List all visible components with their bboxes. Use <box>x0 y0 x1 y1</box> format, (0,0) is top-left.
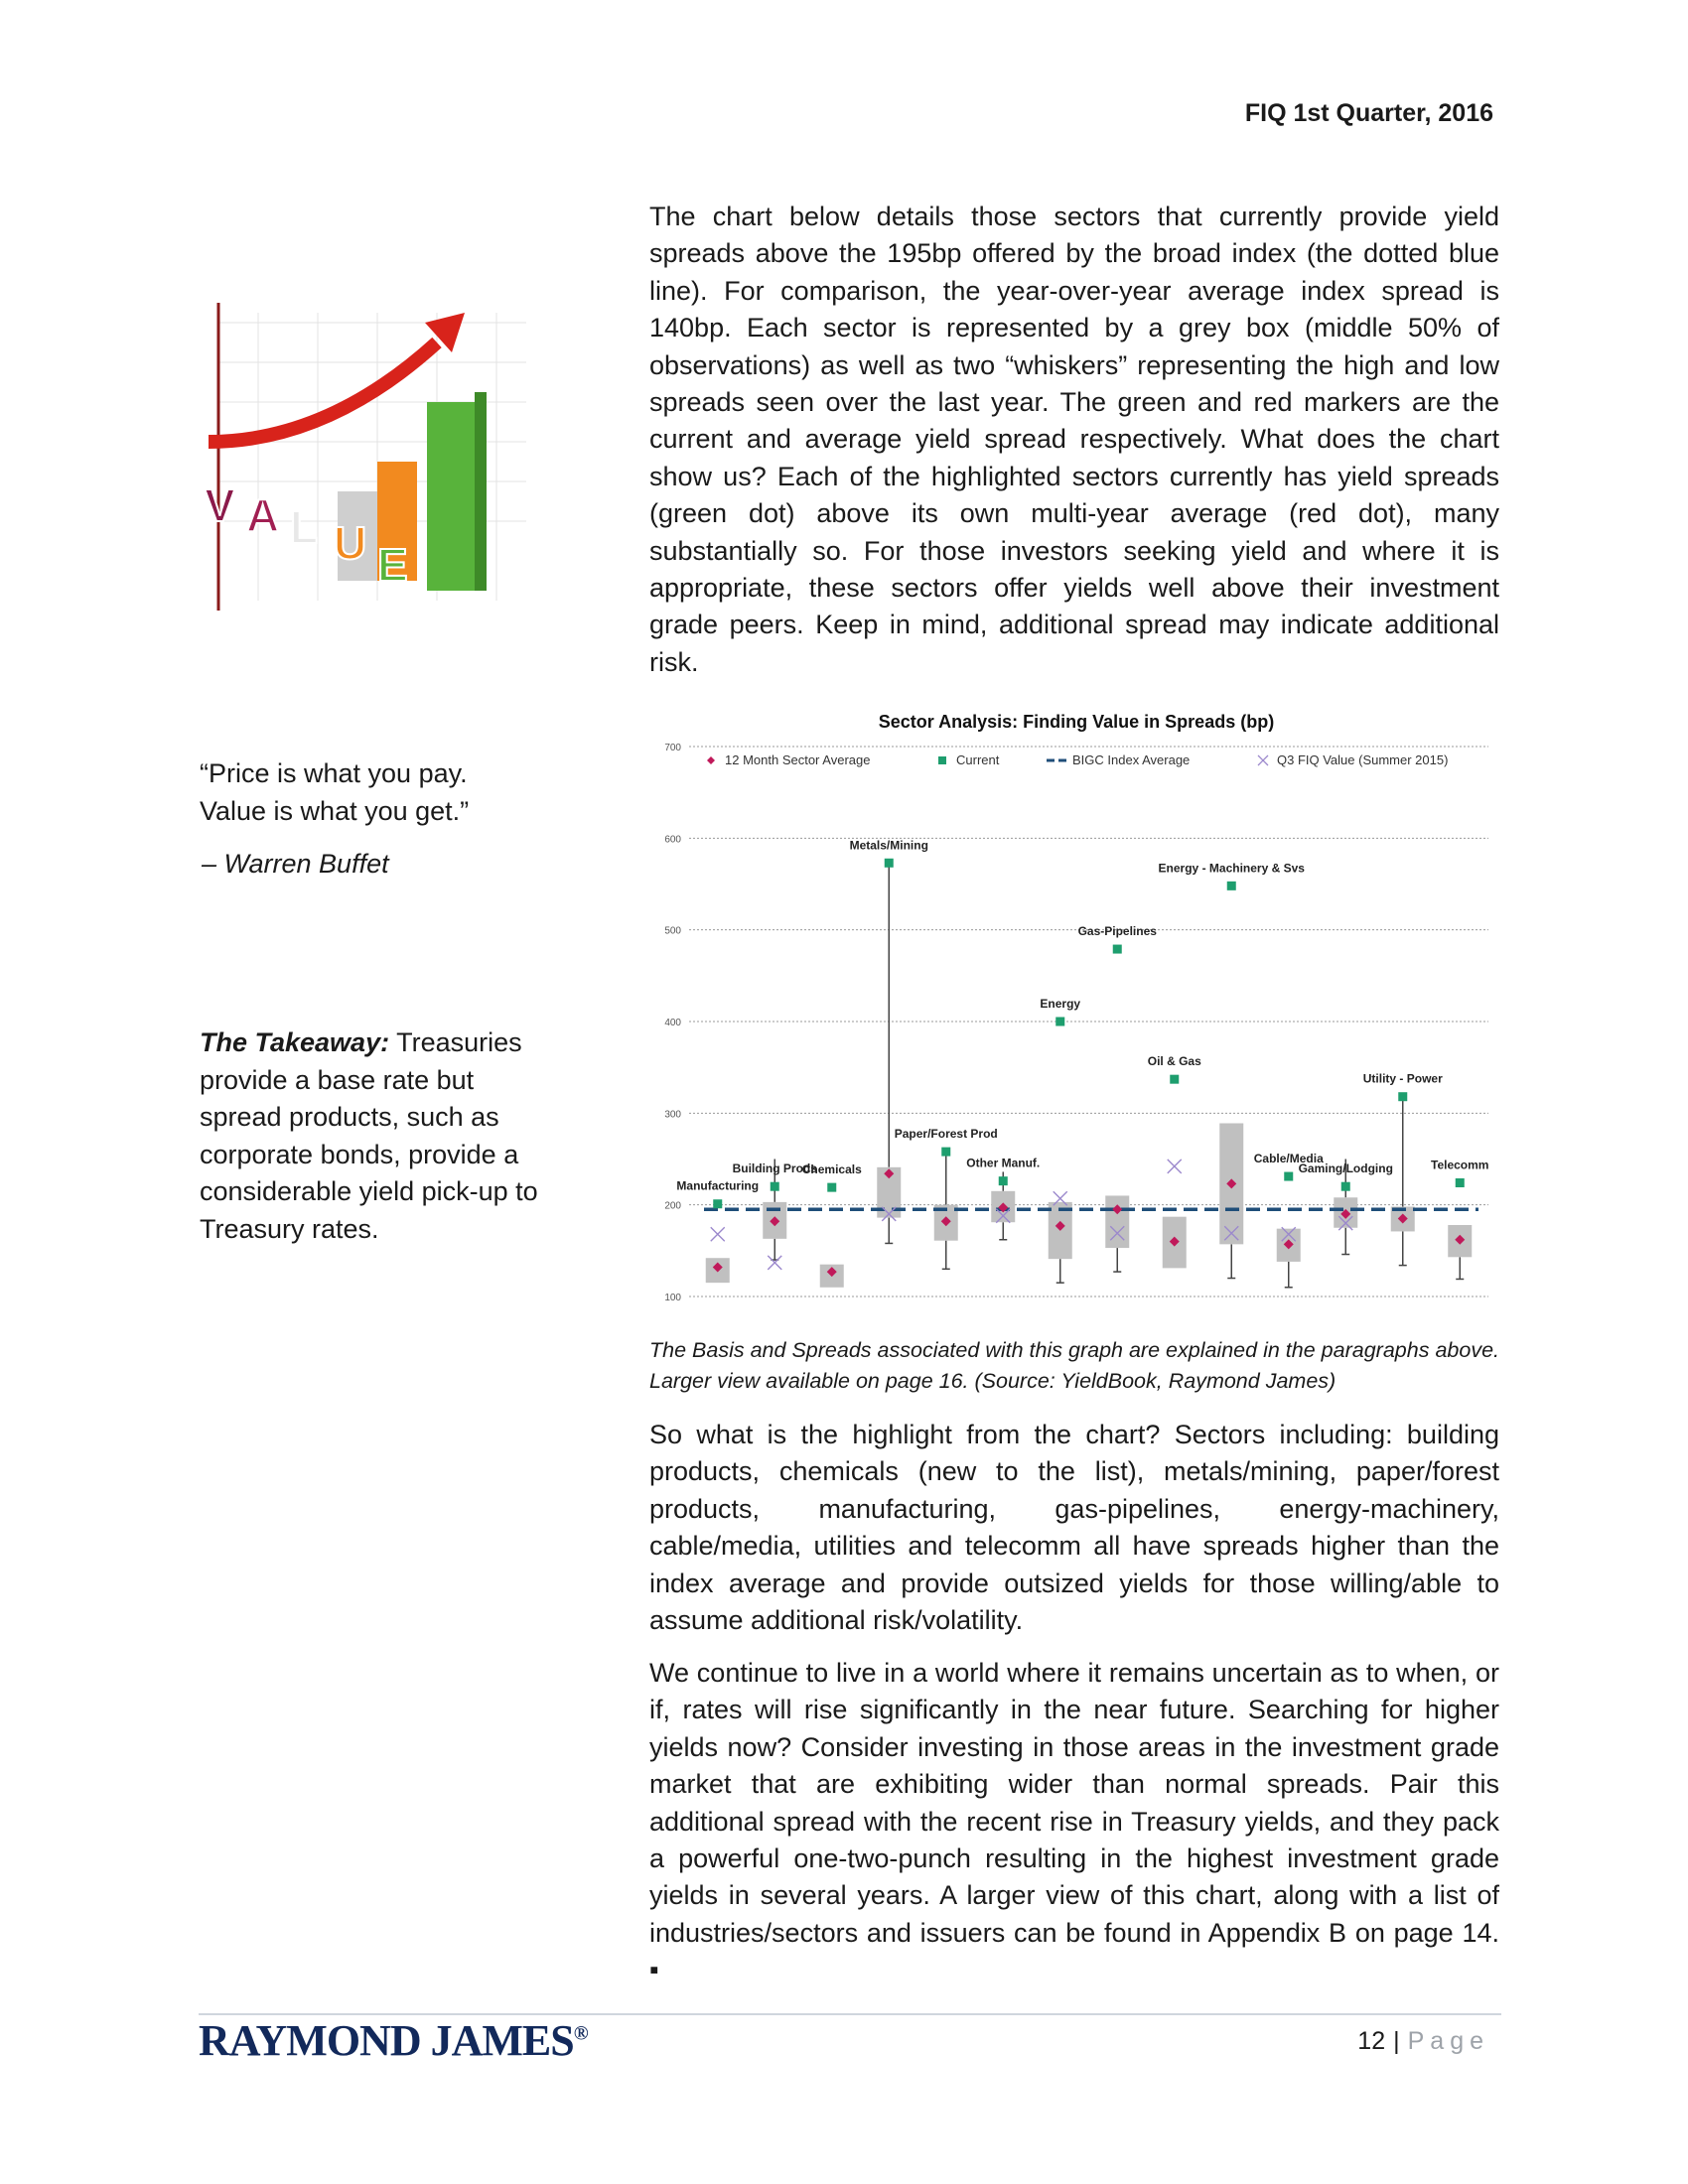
sector-label: Gas-Pipelines <box>1077 924 1157 939</box>
legend-average-marker <box>707 756 715 764</box>
raymond-james-logo <box>199 2015 588 2066</box>
q3-value-marker <box>711 1227 725 1241</box>
sector-label: Manufacturing <box>676 1178 760 1193</box>
legend-label: Current <box>956 752 1000 767</box>
quote-line-1: “Price is what you pay. <box>200 758 468 788</box>
sector-label: Metals/Mining <box>849 838 928 853</box>
letter-u: U <box>334 517 367 569</box>
sector-label: Cable/Media <box>1253 1152 1324 1166</box>
letter-e: E <box>377 539 408 591</box>
takeaway-label: The Takeaway: <box>200 1027 390 1057</box>
takeaway-box <box>200 1024 557 1249</box>
sector-label: Paper/Forest Prod <box>894 1127 998 1142</box>
current-marker <box>1055 1018 1064 1026</box>
sector-spread-chart <box>649 705 1503 1310</box>
legend-current-marker <box>938 756 946 764</box>
letter-a: A <box>246 489 280 541</box>
current-marker <box>999 1176 1008 1185</box>
takeaway-text: Treasuries provide a base rate but spread products, such as corporate bonds, provide a considerable yield pick-up to Treasury rates. <box>200 1027 538 1244</box>
page-header-title: FIQ 1st Quarter, 2016 <box>1244 99 1493 127</box>
current-marker <box>941 1148 950 1157</box>
conclusion-paragraph: We continue to live in a world where it remains uncertain as to when, or if, rates will rise significantly in the near future. Searching for higher yields now? Consider investing in those areas in the investment grade market that are exhibiting wider than normal spreads. Pair this additional spread with the recent rise in Treasury yields, and they pack a powerful one-two-punch resulting in the highest investment grade yields in several years. A larger view of this chart, along with a list of industries/sectors and issuers can be found in Appendix B on page 14. ▪ <box>649 1658 1499 1985</box>
value-chart-illustration <box>199 293 546 635</box>
legend-label: 12 Month Sector Average <box>725 752 871 767</box>
sector-label: Chemicals <box>801 1162 862 1177</box>
sector-label: Gaming/Lodging <box>1298 1161 1393 1176</box>
sector-label: Energy - Machinery & Svs <box>1158 861 1305 876</box>
current-marker <box>713 1199 722 1208</box>
current-marker <box>1113 945 1122 954</box>
quote-block <box>200 754 469 830</box>
quote-attribution: – Warren Buffet <box>202 849 389 879</box>
sector-label: Energy <box>1040 997 1081 1011</box>
page-number-value: 12 <box>1357 2027 1386 2055</box>
page-number <box>1357 2027 1489 2056</box>
current-marker <box>1227 882 1236 890</box>
sector-label: Building Prods <box>732 1161 817 1176</box>
sector-box <box>1105 1195 1129 1248</box>
chart-marks <box>676 838 1488 1288</box>
chart-grid <box>664 743 1488 1303</box>
chart-title: Sector Analysis: Finding Value in Spreads (bp) <box>878 712 1275 732</box>
chart-legend <box>707 752 1448 767</box>
y-tick-label: 400 <box>664 1018 681 1028</box>
logo-registered-mark: ® <box>573 2022 588 2045</box>
y-tick-label: 100 <box>664 1293 681 1303</box>
current-marker <box>885 859 894 868</box>
quote-line-2: Value is what you get.” <box>200 796 470 826</box>
letter-l: L <box>290 501 319 553</box>
letter-v: V <box>205 479 235 531</box>
y-tick-label: 500 <box>664 925 681 937</box>
legend-q3-marker <box>1258 755 1268 765</box>
current-marker <box>827 1183 836 1192</box>
highlight-paragraph: So what is the highlight from the chart? Sectors including: building products, chemicals (new to the list), metals/mining, paper/forest products, manufacturing, gas-pipelines, energy-machinery, cable/media, utilities and telecomm all have spreads higher than the index average and provide outsized yields for those willing/able to assume additional risk/volatility. <box>649 1420 1499 1636</box>
page-separator: | <box>1393 2027 1400 2055</box>
y-tick-label: 200 <box>664 1200 681 1212</box>
y-tick-label: 700 <box>664 743 681 753</box>
intro-paragraph: The chart below details those sectors that currently provide yield spreads above the 195bp offered by the broad index (the dotted blue line). For comparison, the year-over-year average index spread is 140bp. Each sector is represented by a grey box (middle 50% of observations) as well as two “whiskers” representing the high and low spreads seen over the last year. The green and red markers are the current and average yield spread respectively. What does the chart show us? Each of the highlighted sectors currently has yield spreads (green dot) above its own multi-year average (red dot), many substantially so. For those investors seeking yield and where it is appropriate, these sectors offer yields well above their investment grade peers. Keep in mind, additional spread may indicate additional risk. <box>649 202 1499 677</box>
y-tick-label: 300 <box>664 1109 681 1121</box>
current-marker <box>1398 1092 1407 1101</box>
chart-caption: The Basis and Spreads associated with this graph are explained in the paragraphs above. Larger view available on page 16. (Source: YieldBook, Raymond James) <box>649 1338 1499 1393</box>
current-marker <box>1341 1182 1350 1191</box>
current-marker <box>1284 1172 1293 1181</box>
legend-label: Q3 FIQ Value (Summer 2015) <box>1277 752 1449 767</box>
page-word: Page <box>1407 2027 1489 2055</box>
current-marker <box>1456 1178 1465 1187</box>
sector-label: Other Manuf. <box>966 1156 1041 1170</box>
sector-label: Utility - Power <box>1362 1071 1443 1086</box>
current-marker <box>1170 1075 1179 1084</box>
q3-value-marker <box>1168 1160 1182 1173</box>
legend-label: BIGC Index Average <box>1072 752 1191 767</box>
current-marker <box>771 1182 779 1191</box>
y-tick-label: 600 <box>664 834 681 846</box>
logo-text: RAYMOND JAMES <box>199 2016 574 2065</box>
sector-label: Telecomm <box>1431 1158 1489 1172</box>
sector-label: Oil & Gas <box>1147 1054 1201 1069</box>
